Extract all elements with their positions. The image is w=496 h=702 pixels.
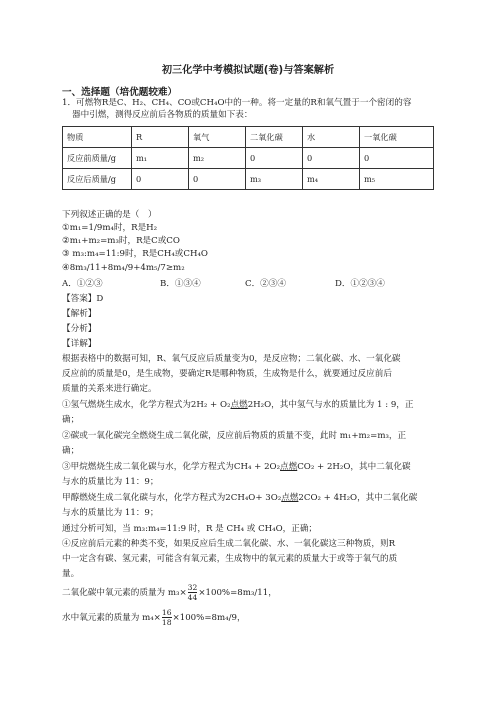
choice-c: C．②③④: [245, 279, 286, 289]
fraction-denominator: 44: [187, 593, 198, 602]
table-header-cell: 一氧化碳: [360, 127, 434, 148]
paragraph-line: 与水的质量比为 11：9；: [62, 508, 159, 518]
equation-left: CH₄ + 2O₂: [233, 462, 281, 472]
table-header-cell: 水: [303, 127, 360, 148]
text-span: 水中氧元素的质量为 m₄×: [62, 613, 161, 623]
paragraph-line: 量。: [62, 569, 80, 579]
table-header-cell: 氧气: [189, 127, 246, 148]
table-cell: m₁: [132, 148, 189, 169]
reaction-condition: 点燃: [280, 462, 298, 472]
paragraph-line: 根据表格中的数据可知，R、氧气反应后质量变为0，是反应物；二氧化碳、水、一氧化碳: [62, 354, 401, 364]
paragraph-line: 通过分析可知，当 m₃:m₄=11:9 时，R 是 CH₄ 或 CH₄O，正确；: [62, 524, 318, 534]
table-cell: 0: [189, 169, 246, 190]
choice-d: D．①②③④: [335, 279, 385, 289]
fenxi-label: 【分析】: [62, 324, 97, 334]
jiexi-label: 【解析】: [62, 309, 97, 319]
equation-left: 2H₂ + O₂: [190, 400, 231, 410]
section-heading: 一、选择题（培优题较难）: [62, 87, 178, 98]
table-header-cell: R: [132, 127, 189, 148]
choice-a: A．①②③: [62, 279, 103, 289]
table-cell: m₄: [303, 169, 360, 190]
mass-table: [62, 126, 434, 190]
paragraph-line-equation: [62, 492, 417, 504]
paragraph-line: 中一定含有碳、氢元素，可能含有氧元素，生成物中的氧元素的质量大于或等于氧气的质: [62, 554, 398, 564]
table-cell: 0: [303, 148, 360, 169]
paragraph-line-equation: [62, 461, 411, 473]
equation-right: 2H₂O，: [247, 400, 280, 410]
paragraph-line: ④反应前后元素的种类不变，如果反应后生成二氧化碳、水、一氧化碳这三种物质，则R: [62, 539, 396, 549]
table-cell: m₂: [189, 148, 246, 169]
reaction-condition: 点燃: [281, 493, 299, 503]
table-header-row: [63, 127, 434, 148]
table-cell: 0: [246, 148, 303, 169]
table-cell: 反应后质量/g: [63, 169, 132, 190]
text-span: 二氧化碳中氧元素的质量为 m₃×: [62, 588, 187, 598]
text-span: ③甲烷燃烧生成二氧化碳与水，化学方程式为: [62, 462, 234, 472]
paragraph-line: 质量的关系来进行确定。: [62, 384, 157, 394]
table-row: [63, 148, 434, 169]
paragraph-line-equation: [62, 399, 413, 411]
text-span: 甲醇燃烧生成二氧化碳与水，化学方程式为: [62, 493, 226, 503]
table-cell: 反应前质量/g: [63, 148, 132, 169]
text-span: ，其中二氧化碳: [350, 462, 411, 472]
fraction: [188, 583, 198, 602]
paragraph-line: 确；: [62, 446, 80, 456]
option-1: ①m₁=1/9m₄时，R是H₂: [62, 223, 158, 233]
fraction-numerator: 32: [187, 583, 198, 592]
question-text-cont: 器中引燃，测得反应前后各物质的质量如下表：: [72, 110, 253, 120]
text-span: ×100%=8m₃/11，: [198, 588, 277, 598]
text-span: 其中氢气与水的质量比为 1 : 9，正: [279, 400, 414, 410]
choice-b: B．①③④: [160, 279, 201, 289]
paragraph-line: ②碳或一氧化碳完全燃烧生成二氧化碳，反应前后物质的质量不变，此时 m₁+m₂=m₃，正: [62, 431, 407, 441]
equation-right: CO₂ + 2H₂O: [297, 462, 351, 472]
reaction-condition: 点燃: [230, 400, 248, 410]
text-span: ，其中二氧化碳: [357, 493, 418, 503]
text-span: ①氢气燃烧生成水，化学方程式为: [62, 400, 191, 410]
xiangjie-label: 【详解】: [62, 339, 97, 349]
table-cell: m₅: [360, 169, 434, 190]
formula-line-h2o: [62, 607, 246, 629]
table-header-cell: 物质: [63, 127, 132, 148]
option-2: ②m₁+m₂=m₃时，R是C或CO: [62, 236, 180, 246]
option-3: ③ m₃:m₄=11:9时，R是CH₄或CH₄O: [62, 249, 208, 259]
fraction-numerator: 16: [161, 608, 172, 617]
question-stem: 下列叙述正确的是（ ）: [62, 210, 157, 220]
equation-right: 2CO₂ + 4H₂O: [298, 493, 358, 503]
paragraph-line: 反应前的质量是0，是生成物，要确定R是哪种物质，生成物是什么，就要通过反应前后: [62, 369, 392, 379]
table-row: [63, 169, 434, 190]
formula-line-co2: [62, 582, 277, 604]
text-span: ×100%=8m₄/9，: [172, 613, 246, 623]
answer-label: 【答案】D: [62, 294, 104, 304]
option-4: ④8m₃/11+8m₄/9+4m₅/7≥m₂: [62, 263, 185, 273]
page-title: 初三化学中考模拟试题(卷)与答案解析: [161, 65, 335, 76]
fraction-denominator: 18: [161, 618, 172, 627]
question-text: 1．可燃物R是C、H₂、CH₄、CO或CH₄O中的一种。将一定量的R和氧气置于一个密闭的容: [62, 98, 412, 108]
paragraph-line: 与水的质量比为 11：9；: [62, 477, 159, 487]
table-cell: 0: [132, 169, 189, 190]
fraction: [162, 608, 172, 627]
table-header-cell: 二氧化碳: [246, 127, 303, 148]
table-cell: m₃: [246, 169, 303, 190]
table-cell: 0: [360, 148, 434, 169]
paragraph-line: 确；: [62, 415, 80, 425]
equation-left: 2CH₄O+ 3O₂: [225, 493, 282, 503]
